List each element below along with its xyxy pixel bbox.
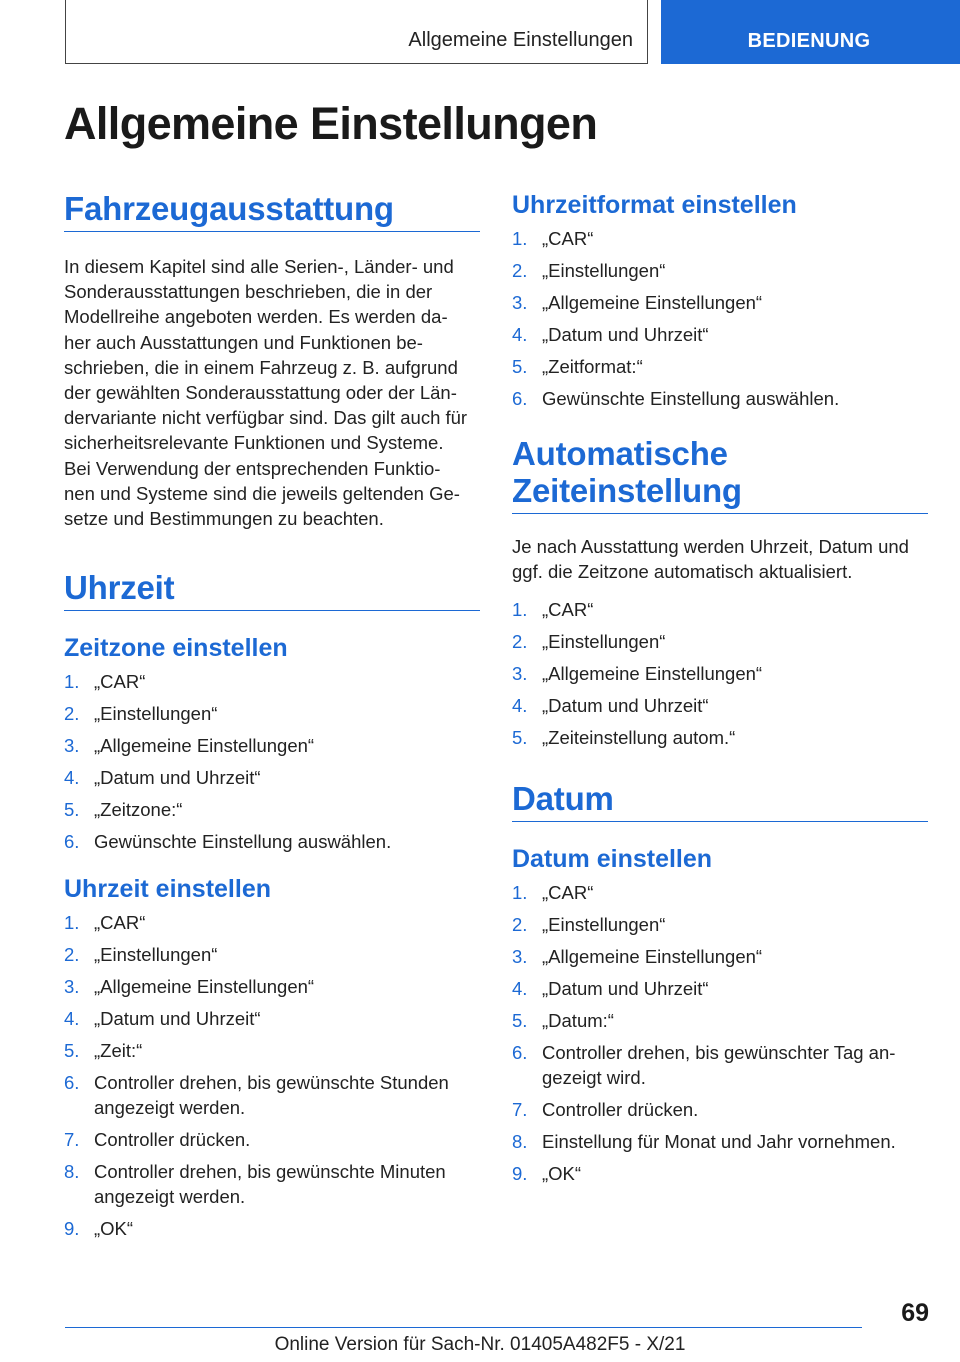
- heading-automatische-zeiteinstellung: [512, 435, 928, 514]
- list-item: [512, 725, 928, 750]
- step-number: 4.: [512, 978, 528, 1000]
- step-text: „Datum und Uhrzeit“: [542, 695, 709, 717]
- step-number: 5.: [512, 727, 528, 749]
- left-column: [64, 190, 480, 1248]
- header-chapter-tab: [65, 0, 648, 64]
- step-text: „Zeiteinstellung autom.“: [542, 727, 736, 749]
- step-text: „Datum:“: [542, 1010, 614, 1032]
- step-number: 4.: [64, 1008, 80, 1030]
- step-text: „Allgemeine Einstellungen“: [94, 735, 315, 757]
- list-item: [512, 661, 928, 686]
- list-item: [512, 354, 928, 379]
- text-line: ggf. die Zeitzone automatisch aktualisiert.: [512, 561, 853, 583]
- step-number: 7.: [512, 1099, 528, 1121]
- list-item: [512, 386, 928, 411]
- step-number: 3.: [64, 976, 80, 998]
- step-number: 1.: [512, 228, 528, 249]
- step-text: „OK“: [94, 1218, 134, 1240]
- step-text: „CAR“: [94, 671, 146, 693]
- step-text: Gewünschte Einstellung auswählen.: [94, 831, 392, 853]
- list-item: [64, 829, 480, 854]
- page-number: 69: [901, 1299, 929, 1327]
- text-line: Zeiteinstellung: [512, 472, 742, 509]
- step-text: Controller drücken.: [94, 1129, 251, 1151]
- heading-datum: Datum: [512, 780, 928, 822]
- heading-uhrzeit: Uhrzeit: [64, 569, 480, 611]
- text-line: sicherheitsrelevante Funktionen und Systeme.: [64, 432, 444, 454]
- step-text: Controller drücken.: [542, 1099, 699, 1121]
- text-line: der gewählten Sonderausstattung oder der Län-: [64, 382, 457, 404]
- heading-datum-einstellen: Datum einstellen: [512, 845, 713, 874]
- step-number: 8.: [64, 1161, 80, 1183]
- step-text: „Zeitformat:“: [542, 356, 643, 377]
- header-section-tab: [661, 0, 960, 64]
- step-number: 3.: [512, 663, 528, 685]
- steps-uhrzeitformat: [512, 226, 928, 411]
- list-item: [512, 226, 928, 251]
- step-text: „Datum und Uhrzeit“: [94, 767, 261, 789]
- step-number: 4.: [64, 767, 80, 789]
- step-text: „Datum und Uhrzeit“: [94, 1008, 261, 1030]
- step-number: 3.: [64, 735, 80, 757]
- steps-zeitzone: [64, 669, 480, 854]
- step-text: Controller drehen, bis gewünschte Stunden angezeigt werden.: [94, 1072, 449, 1119]
- step-number: 1.: [512, 882, 528, 904]
- list-item: [64, 765, 480, 790]
- list-item: [512, 1040, 928, 1090]
- step-text: „Allgemeine Einstellungen“: [94, 976, 315, 998]
- list-item: [64, 701, 480, 726]
- step-number: 2.: [512, 631, 528, 653]
- list-item: [512, 693, 928, 718]
- list-item: [64, 1070, 480, 1120]
- step-text: „Zeitzone:“: [94, 799, 183, 821]
- step-text: Controller drehen, bis gewünschter Tag an- gezeigt wird.: [542, 1042, 896, 1089]
- list-item: [64, 1038, 480, 1063]
- step-number: 5.: [512, 1010, 528, 1032]
- step-text: „Einstellungen“: [542, 914, 666, 936]
- list-item: [512, 880, 928, 905]
- step-number: 5.: [512, 356, 528, 377]
- text-line: In diesem Kapitel sind alle Serien-, Länder- und: [64, 256, 454, 277]
- step-number: 5.: [64, 1040, 80, 1062]
- step-number: 4.: [512, 695, 528, 717]
- header-chapter-title: Allgemeine Einstellungen: [408, 29, 633, 51]
- step-text: „Datum und Uhrzeit“: [542, 324, 709, 345]
- step-number: 5.: [64, 799, 80, 821]
- list-item: [64, 942, 480, 967]
- step-text: Gewünschte Einstellung auswählen.: [542, 388, 840, 409]
- step-number: 2.: [64, 703, 80, 725]
- page-title: Allgemeine Einstellungen: [64, 98, 598, 149]
- step-number: 9.: [512, 1163, 528, 1185]
- list-item: [64, 1216, 480, 1241]
- list-item: [64, 1159, 480, 1209]
- step-text: „Datum und Uhrzeit“: [542, 978, 709, 1000]
- paragraph-fahrzeugausstattung: [64, 254, 480, 531]
- step-text: „Zeit:“: [94, 1040, 143, 1062]
- step-number: 1.: [512, 599, 528, 621]
- step-text: „Allgemeine Einstellungen“: [542, 663, 763, 685]
- step-number: 1.: [64, 912, 80, 934]
- header-section-title: BEDIENUNG: [747, 30, 871, 52]
- step-text: „CAR“: [94, 912, 146, 934]
- text-line: her auch Ausstattungen und Funktionen be-: [64, 331, 423, 353]
- list-item: [64, 797, 480, 822]
- text-line: Sonderausstattungen beschrieben, die in der: [64, 281, 433, 303]
- text-line: Automatische: [512, 435, 728, 472]
- heading-uhrzeit-einstellen: Uhrzeit einstellen: [64, 875, 271, 904]
- step-number: 2.: [64, 944, 80, 966]
- paragraph-automatische-zeiteinstellung: [512, 534, 928, 584]
- text-line: Modellreihe angeboten werden. Es werden da-: [64, 306, 448, 328]
- step-number: 4.: [512, 324, 528, 345]
- list-item: [512, 258, 928, 283]
- step-number: 9.: [64, 1218, 80, 1240]
- step-text: „CAR“: [542, 882, 594, 904]
- heading-fahrzeugausstattung: Fahrzeugausstattung: [64, 190, 480, 232]
- list-item: [64, 1127, 480, 1152]
- step-number: 2.: [512, 260, 528, 281]
- list-item: [512, 1129, 928, 1154]
- step-number: 6.: [512, 1042, 528, 1064]
- text-line: setze und Bestimmungen zu beachten.: [64, 508, 384, 530]
- step-number: 7.: [64, 1129, 80, 1151]
- heading-zeitzone-einstellen: Zeitzone einstellen: [64, 634, 288, 663]
- list-item: [512, 912, 928, 937]
- step-number: 3.: [512, 292, 528, 313]
- list-item: [512, 944, 928, 969]
- step-number: 8.: [512, 1131, 528, 1153]
- step-number: 3.: [512, 946, 528, 968]
- step-text: „Einstellungen“: [542, 631, 666, 653]
- step-number: 1.: [64, 671, 80, 693]
- steps-uhrzeit: [64, 910, 480, 1241]
- footer-online-version: Online Version für Sach-Nr. 01405A482F5 - X/21: [274, 1334, 686, 1355]
- step-text: „Einstellungen“: [94, 944, 218, 966]
- list-item: [64, 974, 480, 999]
- list-item: [512, 1008, 928, 1033]
- step-text: Controller drehen, bis gewünschte Minuten angezeigt werden.: [94, 1161, 446, 1208]
- list-item: [512, 290, 928, 315]
- list-item: [512, 597, 928, 622]
- list-item: [512, 976, 928, 1001]
- step-number: 2.: [512, 914, 528, 936]
- list-item: [512, 1097, 928, 1122]
- step-text: „Allgemeine Einstellungen“: [542, 946, 763, 968]
- text-line: dervariante nicht verfügbar sind. Das gilt auch für: [64, 407, 468, 429]
- list-item: [512, 1161, 928, 1186]
- list-item: [64, 733, 480, 758]
- step-number: 6.: [64, 831, 80, 853]
- steps-automatisch: [512, 597, 928, 750]
- steps-datum: [512, 880, 928, 1186]
- heading-uhrzeitformat-einstellen: Uhrzeitformat einstellen: [512, 191, 797, 219]
- list-item: [512, 629, 928, 654]
- step-number: 6.: [512, 388, 528, 409]
- step-text: „Allgemeine Einstellungen“: [542, 292, 763, 313]
- step-text: „CAR“: [542, 599, 594, 621]
- right-column: [512, 190, 928, 1193]
- step-text: „OK“: [542, 1163, 582, 1185]
- text-line: nen und Systeme sind die jeweils geltenden Ge-: [64, 482, 460, 504]
- step-number: 6.: [64, 1072, 80, 1094]
- step-text: Einstellung für Monat und Jahr vornehmen.: [542, 1131, 896, 1153]
- list-item: [64, 1006, 480, 1031]
- footer-divider: [65, 1327, 862, 1328]
- list-item: [64, 910, 480, 935]
- text-line: Bei Verwendung der entsprechenden Funktio-: [64, 457, 441, 479]
- text-line: Je nach Ausstattung werden Uhrzeit, Datum und: [512, 536, 909, 557]
- step-text: „Einstellungen“: [542, 260, 666, 281]
- list-item: [512, 322, 928, 347]
- text-line: schrieben, die in einem Fahrzeug z. B. aufgrund: [64, 356, 458, 378]
- step-text: „Einstellungen“: [94, 703, 218, 725]
- list-item: [64, 669, 480, 694]
- step-text: „CAR“: [542, 228, 594, 249]
